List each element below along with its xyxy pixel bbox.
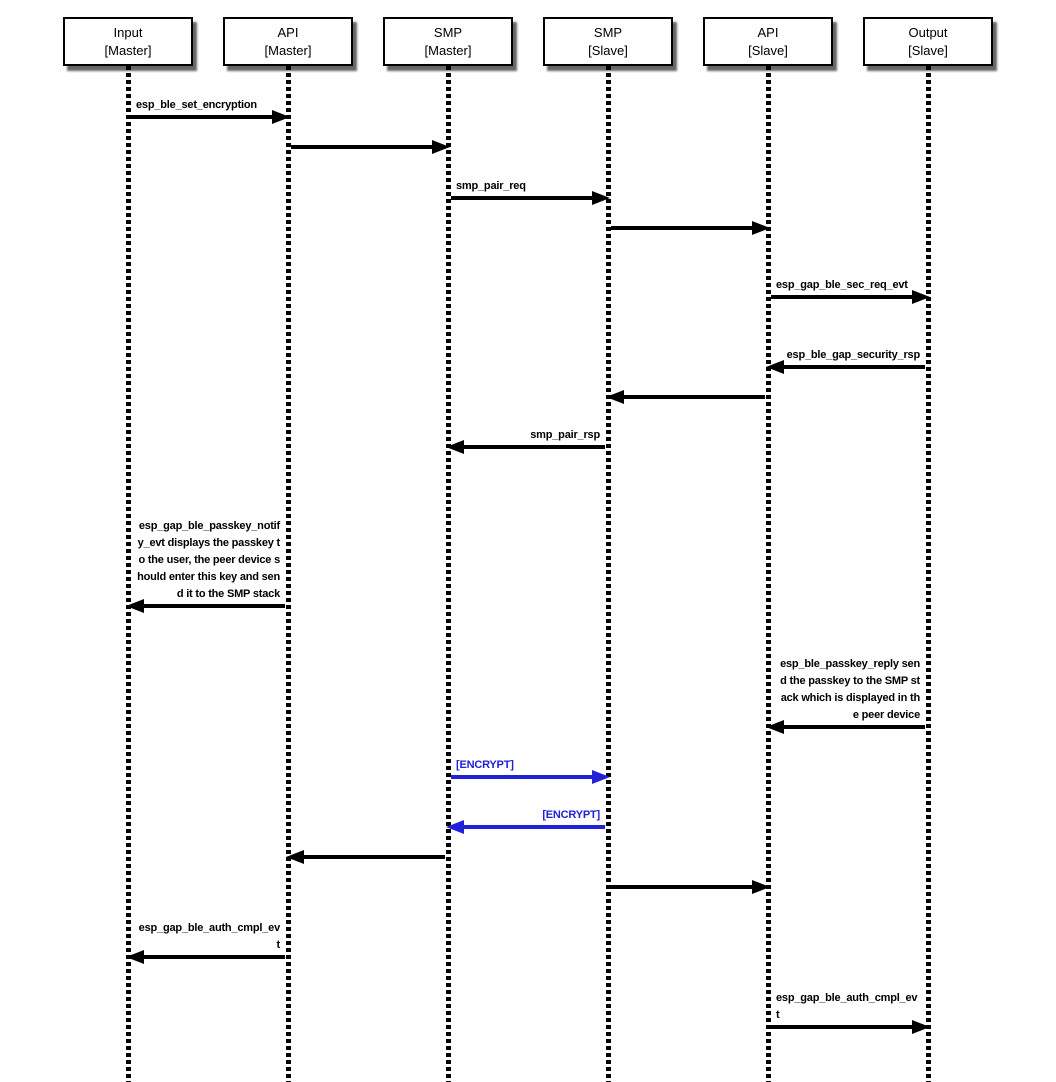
lifeline-output-slave bbox=[863, 0, 993, 1082]
participant-role: [Slave] bbox=[908, 42, 948, 58]
message-label: esp_gap_ble_sec_req_evt bbox=[776, 279, 908, 291]
participant-box-smp-master bbox=[383, 17, 513, 66]
participant-box-api-master bbox=[223, 17, 353, 66]
message-line bbox=[140, 955, 285, 959]
lifeline-smp-slave bbox=[543, 0, 673, 1082]
participant-role: [Slave] bbox=[588, 42, 628, 58]
participant-role: [Master] bbox=[424, 42, 472, 58]
participant-name: SMP bbox=[433, 24, 463, 40]
participant-name: Input bbox=[113, 24, 143, 40]
message-14-api-master-to-input-master bbox=[128, 922, 288, 959]
participant-role: [Master] bbox=[104, 42, 152, 58]
message-line bbox=[300, 855, 445, 859]
message-15-api-slave-to-output-slave bbox=[768, 992, 928, 1029]
message-line bbox=[140, 604, 285, 608]
lifeline-dashed-line-output-slave bbox=[926, 66, 931, 1082]
arrowhead-icon bbox=[432, 140, 450, 154]
message-12-smp-master-to-api-master bbox=[288, 855, 448, 859]
participant-name: API bbox=[277, 24, 299, 40]
message-label: esp_gap_ble_passkey_notify_evt displays the passkey to the user, the peer device should enter this key and send it to the SMP stack bbox=[137, 520, 280, 600]
message-line bbox=[131, 115, 276, 119]
message-line bbox=[611, 226, 756, 230]
message-label: smp_pair_req bbox=[456, 180, 526, 192]
message-label: esp_gap_ble_auth_cmpl_evt bbox=[138, 922, 280, 951]
message-6-api-slave-to-smp-slave bbox=[608, 395, 768, 399]
participant-name: API bbox=[757, 24, 779, 40]
message-10-smp-master-to-smp-slave bbox=[448, 759, 608, 779]
lifeline-dashed-line-smp-slave bbox=[606, 66, 611, 1082]
arrowhead-icon bbox=[286, 850, 304, 864]
message-line bbox=[611, 885, 756, 889]
message-5-output-slave-to-api-slave bbox=[768, 349, 928, 369]
arrowhead-icon bbox=[752, 221, 770, 235]
message-line bbox=[620, 395, 765, 399]
lifeline-api-slave bbox=[703, 0, 833, 1082]
arrowhead-icon bbox=[752, 880, 770, 894]
message-8-api-master-to-input-master bbox=[128, 520, 288, 608]
message-line bbox=[780, 725, 925, 729]
message-line bbox=[291, 145, 436, 149]
message-line bbox=[451, 775, 596, 779]
message-label: esp_ble_gap_security_rsp bbox=[786, 349, 920, 361]
participant-box-api-slave bbox=[703, 17, 833, 66]
message-0-input-master-to-api-master bbox=[128, 99, 288, 119]
message-line bbox=[460, 445, 605, 449]
message-4-api-slave-to-output-slave bbox=[768, 279, 928, 299]
participant-name: SMP bbox=[593, 24, 623, 40]
participant-name: Output bbox=[908, 24, 948, 40]
participant-box-output-slave bbox=[863, 17, 993, 66]
message-line bbox=[771, 295, 916, 299]
message-label: esp_gap_ble_auth_cmpl_evt bbox=[776, 992, 918, 1021]
message-9-output-slave-to-api-slave bbox=[768, 658, 928, 729]
message-line bbox=[780, 365, 925, 369]
message-label: [ENCRYPT] bbox=[542, 809, 600, 821]
message-2-smp-master-to-smp-slave bbox=[448, 180, 608, 200]
message-label: smp_pair_rsp bbox=[530, 429, 600, 441]
participant-box-smp-slave bbox=[543, 17, 673, 66]
lifeline-dashed-line-input-master bbox=[126, 66, 131, 1082]
message-13-smp-slave-to-api-slave bbox=[608, 885, 768, 889]
lifeline-dashed-line-api-slave bbox=[766, 66, 771, 1082]
message-11-smp-slave-to-smp-master bbox=[448, 809, 608, 829]
message-label: esp_ble_passkey_reply send the passkey to the SMP stack which is displayed in the peer device bbox=[780, 658, 920, 721]
participant-role: [Master] bbox=[264, 42, 312, 58]
message-line bbox=[460, 825, 605, 829]
participant-box-input-master bbox=[63, 17, 193, 66]
message-1-api-master-to-smp-master bbox=[288, 145, 448, 149]
lifeline-dashed-line-api-master bbox=[286, 66, 291, 1082]
message-3-smp-slave-to-api-slave bbox=[608, 226, 768, 230]
message-label: [ENCRYPT] bbox=[456, 759, 514, 771]
participant-role: [Slave] bbox=[748, 42, 788, 58]
lifeline-smp-master bbox=[383, 0, 513, 1082]
lifeline-dashed-line-smp-master bbox=[446, 66, 451, 1082]
arrowhead-icon bbox=[606, 390, 624, 404]
message-line bbox=[771, 1025, 916, 1029]
message-line bbox=[451, 196, 596, 200]
message-label: esp_ble_set_encryption bbox=[136, 99, 257, 111]
message-7-smp-slave-to-smp-master bbox=[448, 429, 608, 449]
